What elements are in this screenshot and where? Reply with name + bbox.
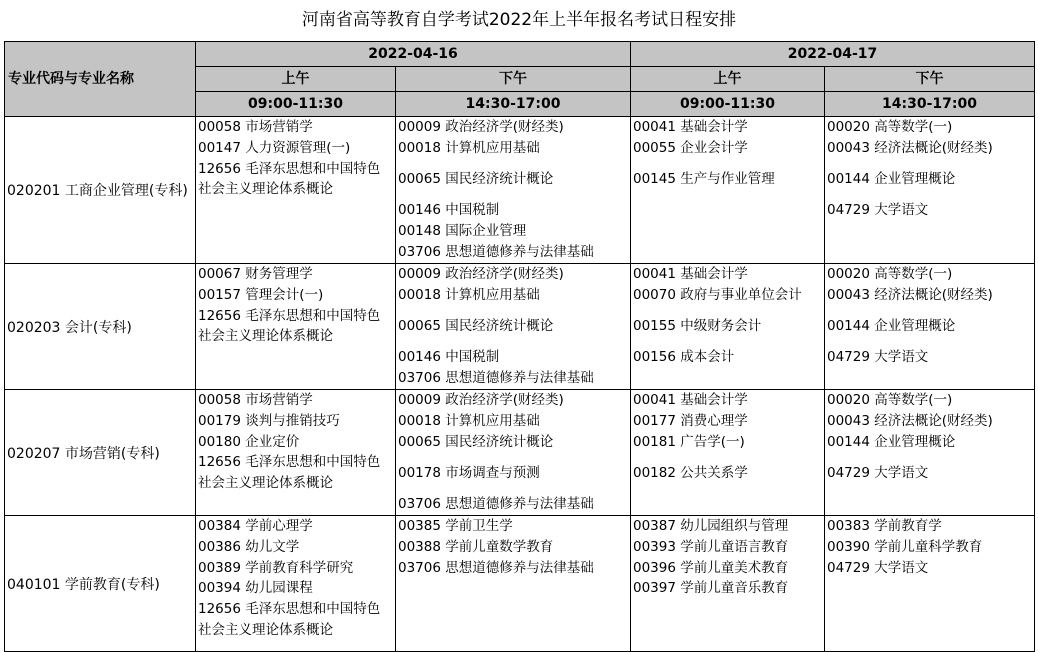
course-item: 00018 计算机应用基础 [398, 412, 540, 429]
course-item: 04729 大学语文 [827, 202, 929, 219]
course-item: 社会主义理论体系概论 [198, 621, 333, 638]
course-item: 00388 学前儿童数学教育 [398, 538, 554, 555]
course-item: 00020 高等数学(一) [827, 266, 953, 282]
page-title: 河南省高等教育自学考试2022年上半年报名考试日程安排 [301, 10, 737, 30]
time-header: 14:30-17:00 [825, 92, 1035, 117]
course-item: 00018 计算机应用基础 [398, 139, 540, 156]
course-item: 00148 国际企业管理 [398, 222, 527, 239]
course-item: 00065 国民经济统计概论 [398, 433, 554, 450]
course-item: 00178 市场调查与预测 [398, 464, 540, 481]
exam-cell [825, 390, 1035, 516]
course-item: 12656 毛泽东思想和中国特色 [198, 160, 381, 177]
course-item: 00177 消费心理学 [633, 412, 748, 429]
course-item: 04729 大学语文 [827, 559, 929, 576]
course-item: 00147 人力资源管理(一) [198, 139, 351, 156]
course-item: 04729 大学语文 [827, 464, 929, 481]
exam-cell [196, 264, 396, 390]
course-item: 00041 基础会计学 [633, 392, 748, 408]
course-item: 00065 国民经济统计概论 [398, 317, 554, 334]
exam-cell [196, 516, 396, 652]
course-item: 00009 政治经济学(财经类) [398, 392, 564, 408]
course-item: 12656 毛泽东思想和中国特色 [198, 307, 381, 324]
course-item: 04729 大学语文 [827, 349, 929, 366]
exam-cell [396, 264, 631, 390]
course-item: 00067 财务管理学 [198, 266, 313, 282]
course-item: 00386 幼儿文学 [198, 538, 300, 555]
course-item: 00065 国民经济统计概论 [398, 170, 554, 187]
course-item: 00396 学前儿童美术教育 [633, 559, 789, 576]
period-header: 上午 [631, 67, 825, 92]
exam-cell [825, 117, 1035, 264]
course-item: 00156 成本会计 [633, 349, 735, 366]
major-name: 040101 学前教育(专科) [5, 516, 196, 652]
course-item: 00389 学前教育科学研究 [198, 559, 354, 576]
course-item: 00384 学前心理学 [198, 518, 313, 534]
course-item: 00145 生产与作业管理 [633, 170, 775, 187]
exam-cell [631, 516, 825, 652]
table-row [5, 390, 1035, 516]
course-item: 00018 计算机应用基础 [398, 286, 540, 303]
course-item: 00146 中国税制 [398, 202, 500, 219]
course-item: 00020 高等数学(一) [827, 392, 953, 408]
course-item: 00043 经济法概论(财经类) [827, 286, 993, 303]
course-item: 00144 企业管理概论 [827, 433, 956, 450]
period-header: 下午 [396, 67, 631, 92]
time-header: 09:00-11:30 [196, 92, 396, 117]
course-item: 社会主义理论体系概论 [198, 328, 333, 345]
course-item: 00058 市场营销学 [198, 392, 313, 408]
major-name: 020203 会计(专科) [5, 264, 196, 390]
major-column-header: 专业代码与专业名称 [5, 42, 196, 117]
course-item: 03706 思想道德修养与法律基础 [398, 559, 594, 576]
course-item: 00055 企业会计学 [633, 139, 748, 156]
course-item: 00009 政治经济学(财经类) [398, 266, 564, 282]
course-item: 00144 企业管理概论 [827, 170, 956, 187]
course-item: 00020 高等数学(一) [827, 119, 953, 135]
course-item: 00394 幼儿园课程 [198, 580, 313, 597]
exam-cell [196, 390, 396, 516]
course-item: 00144 企业管理概论 [827, 317, 956, 334]
exam-cell [631, 390, 825, 516]
exam-cell [396, 516, 631, 652]
major-name: 020207 市场营销(专科) [5, 390, 196, 516]
course-item: 00383 学前教育学 [827, 518, 942, 534]
course-item: 00058 市场营销学 [198, 119, 313, 135]
course-item: 00385 学前卫生学 [398, 518, 513, 534]
course-item: 03706 思想道德修养与法律基础 [398, 495, 594, 512]
course-item: 00009 政治经济学(财经类) [398, 119, 564, 135]
time-header: 09:00-11:30 [631, 92, 825, 117]
exam-cell [825, 264, 1035, 390]
course-item: 00043 经济法概论(财经类) [827, 139, 993, 156]
period-header: 上午 [196, 67, 396, 92]
exam-cell [631, 264, 825, 390]
course-item: 00157 管理会计(一) [198, 286, 324, 303]
course-item: 00155 中级财务会计 [633, 317, 762, 334]
date-header: 2022-04-16 [196, 42, 631, 67]
course-item: 00397 学前儿童音乐教育 [633, 580, 789, 597]
exam-cell [631, 117, 825, 264]
table-row [5, 516, 1035, 652]
course-item: 00043 经济法概论(财经类) [827, 412, 993, 429]
course-item: 00181 广告学(一) [633, 433, 745, 450]
major-name: 020201 工商企业管理(专科) [5, 117, 196, 264]
course-item: 03706 思想道德修养与法律基础 [398, 243, 594, 260]
course-item: 00179 谈判与推销技巧 [198, 412, 340, 429]
period-header: 下午 [825, 67, 1035, 92]
exam-cell [825, 516, 1035, 652]
course-item: 00070 政府与事业单位会计 [633, 286, 802, 303]
course-item: 社会主义理论体系概论 [198, 181, 333, 198]
course-item: 00146 中国税制 [398, 349, 500, 366]
table-row [5, 264, 1035, 390]
course-item: 00387 幼儿园组织与管理 [633, 518, 789, 534]
course-item: 12656 毛泽东思想和中国特色 [198, 601, 381, 618]
course-item: 00041 基础会计学 [633, 266, 748, 282]
time-header: 14:30-17:00 [396, 92, 631, 117]
course-item: 00180 企业定价 [198, 433, 300, 450]
table-row [5, 117, 1035, 264]
exam-cell [396, 390, 631, 516]
course-item: 00393 学前儿童语言教育 [633, 538, 789, 555]
course-item: 12656 毛泽东思想和中国特色 [198, 454, 381, 471]
course-item: 00390 学前儿童科学教育 [827, 538, 983, 555]
schedule-table [4, 41, 1035, 652]
exam-cell [196, 117, 396, 264]
course-item: 00182 公共关系学 [633, 464, 748, 481]
course-item: 社会主义理论体系概论 [198, 475, 333, 492]
exam-cell [396, 117, 631, 264]
course-item: 00041 基础会计学 [633, 119, 748, 135]
course-item: 03706 思想道德修养与法律基础 [398, 369, 594, 386]
date-header: 2022-04-17 [631, 42, 1035, 67]
